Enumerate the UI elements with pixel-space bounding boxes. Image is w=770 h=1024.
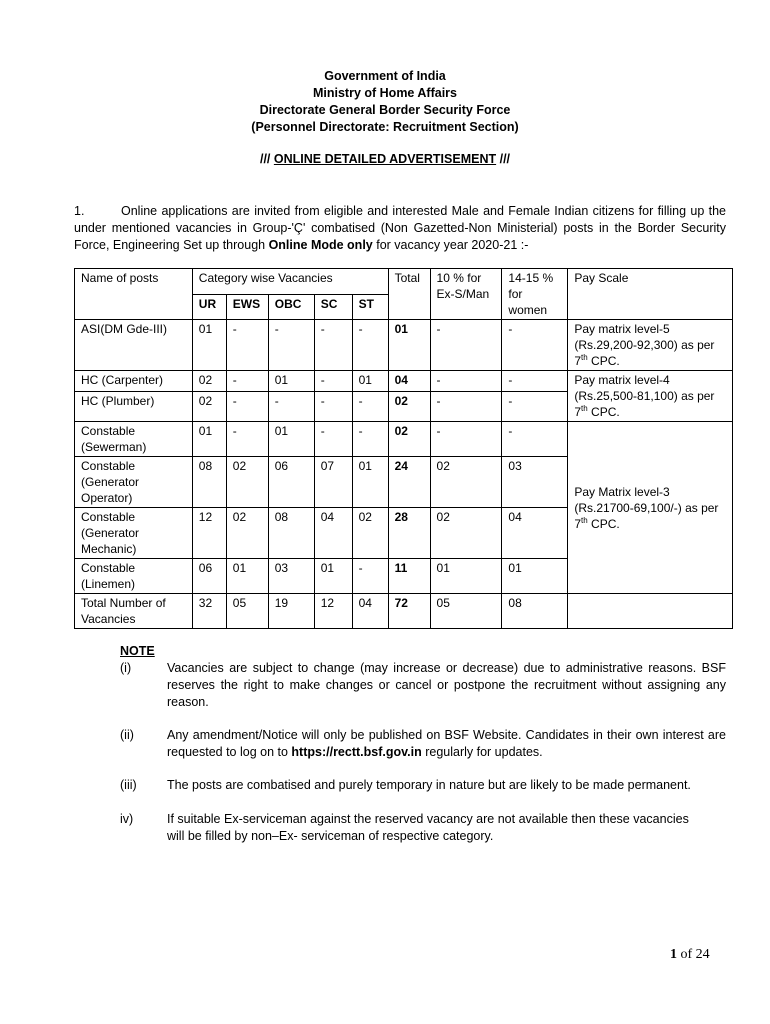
header-st: ST xyxy=(352,294,388,320)
header-women: 14-15 % for women xyxy=(502,269,568,320)
table-header-row xyxy=(75,269,733,295)
table-row: Constable (Sewerman) 01 - 01 - - 02 - - Pay Matrix level-3 (Rs.21700-69,100/-) as per 7th CPC. xyxy=(75,422,733,457)
header-pay: Pay Scale xyxy=(568,269,733,320)
note-item-1: (i) Vacancies are subject to change (may increase or decrease) due to administrative reasons. BSF reserves the right to make changes or cancel or postpone the recruitment without assigning any reason. xyxy=(120,661,726,709)
note-title: NOTE xyxy=(120,644,155,658)
vacancy-table xyxy=(74,268,733,629)
intro-bold-mode: Online Mode only xyxy=(268,238,373,252)
pay-scale-level-4: Pay matrix level-4 (Rs.25,500-81,100) as per 7th CPC. xyxy=(568,371,733,422)
advertisement-title-text: ONLINE DETAILED ADVERTISEMENT xyxy=(273,152,497,166)
bsf-website-link[interactable]: https://rectt.bsf.gov.in xyxy=(291,745,422,759)
note-item-3: (iii) The posts are combatised and purely temporary in nature but are likely to be made permanent. xyxy=(120,778,691,792)
header-total: Total xyxy=(388,269,430,320)
header-line-ministry: Ministry of Home Affairs xyxy=(312,86,457,100)
header-posts: Name of posts xyxy=(75,269,193,320)
header-obc: OBC xyxy=(268,294,314,320)
page-number: 1 of 24 xyxy=(670,947,710,962)
header-line-section: (Personnel Directorate: Recruitment Section) xyxy=(251,120,519,134)
intro-paragraph: 1. Online applications are invited from eligible and interested Male and Female Indian citizens for filling up the under mentioned vacancies in Group-'Ç' combatised (Non Gazetted-Non Ministerial) posts in the Border Security Force, Engineering Set up through Online Mode only for vacancy year 2020-21 :- xyxy=(74,204,726,252)
intro-number: 1. xyxy=(74,204,85,218)
note-item-4: iv) If suitable Ex-serviceman against the reserved vacancy are not available then these vacancies will be filled by non–Ex- serviceman of respective category. xyxy=(120,812,689,843)
header-ews: EWS xyxy=(226,294,268,320)
table-row: HC (Plumber) 02 - - - - 02 - - xyxy=(75,392,733,422)
document-header xyxy=(0,68,770,136)
advertisement-title: /// ONLINE DETAILED ADVERTISEMENT /// xyxy=(259,152,511,166)
pay-scale-level-5: Pay matrix level-5 (Rs.29,200-92,300) as per 7th CPC. xyxy=(568,320,733,371)
header-ur: UR xyxy=(192,294,226,320)
header-sc: SC xyxy=(314,294,352,320)
table-row: ASI(DM Gde-III) 01 - - - - 01 - - Pay matrix level-5 (Rs.29,200-92,300) as per 7th CPC. xyxy=(75,320,733,371)
header-category: Category wise Vacancies xyxy=(192,269,388,295)
header-line-government: Government of India xyxy=(324,69,446,83)
pay-scale-level-3: Pay Matrix level-3 (Rs.21700-69,100/-) as per 7th CPC. xyxy=(568,422,733,594)
table-total-row: Total Number of Vacancies 32 05 19 12 04 72 05 08 xyxy=(75,594,733,629)
header-exsm: 10 % for Ex-S/Man xyxy=(430,269,502,320)
table-row: Constable (Linemen) 06 01 03 01 - 11 01 01 xyxy=(75,559,733,594)
table-row: HC (Carpenter) 02 - 01 - 01 04 - - Pay matrix level-4 (Rs.25,500-81,100) as per 7th CPC. xyxy=(75,371,733,392)
table-row: Constable (Generator Mechanic) 12 02 08 04 02 28 02 04 xyxy=(75,508,733,559)
header-line-directorate: Directorate General Border Security Force xyxy=(259,103,511,117)
note-item-2: (ii) Any amendment/Notice will only be published on BSF Website. Candidates in their own interest are requested to log on to https://rectt.bsf.gov.in regularly for updates. xyxy=(120,728,726,759)
table-row: Constable (Generator Operator) 08 02 06 07 01 24 02 03 xyxy=(75,457,733,508)
